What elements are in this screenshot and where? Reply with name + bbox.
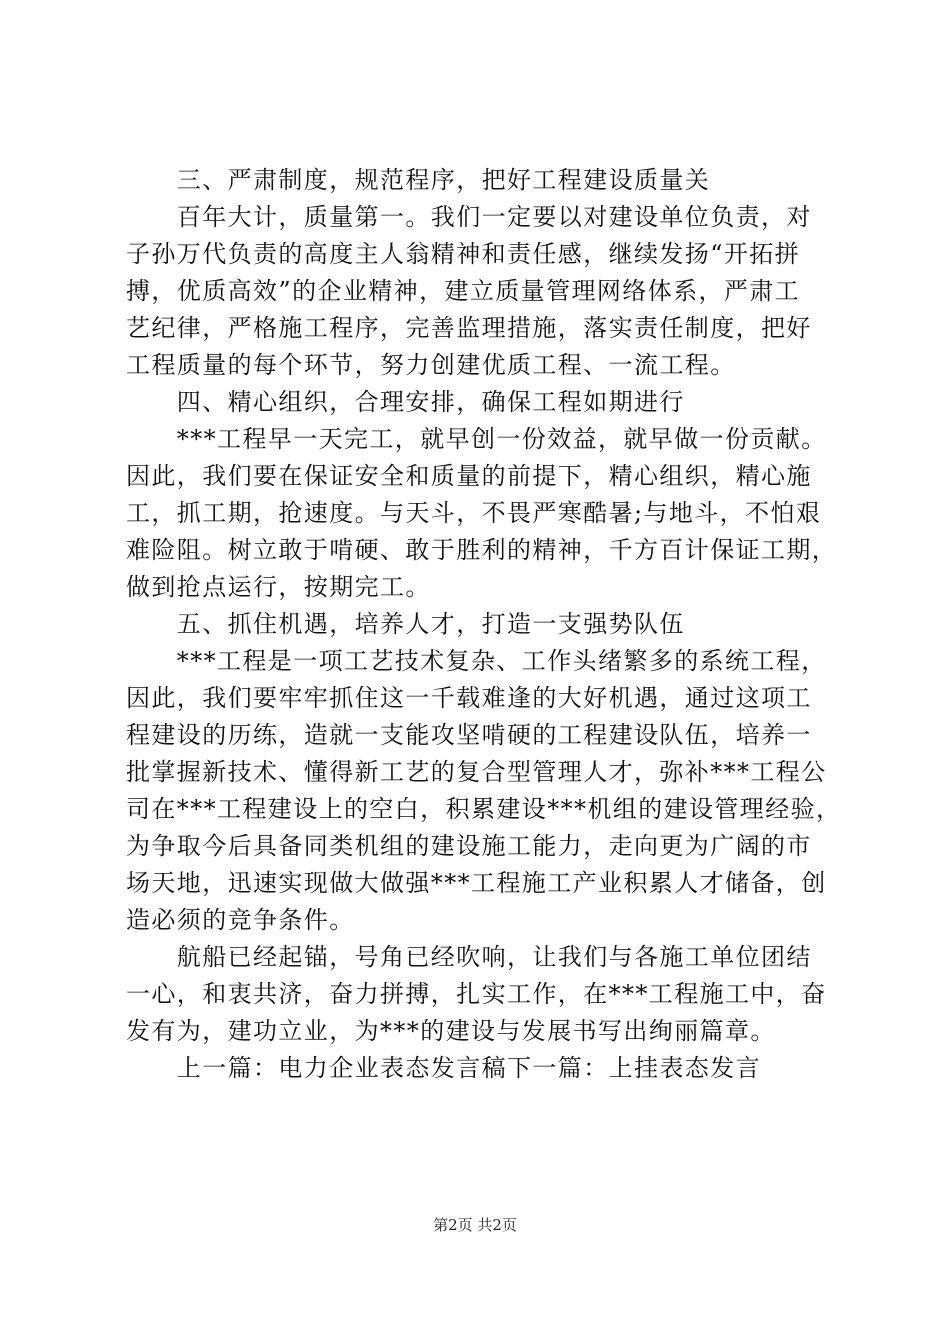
paragraph-line: 航船已经起锚，号角已经吹响，让我们与各施工单位团结 bbox=[126, 943, 812, 971]
paragraph-line: 批掌握新技术、懂得新工艺的复合型管理人才，弥补***工程公 bbox=[126, 758, 827, 786]
paragraph-line: 做到抢点运行，按期完工。 bbox=[126, 573, 431, 601]
document-body bbox=[126, 162, 842, 1087]
paragraph-line: 场天地，迅速实现做大做强***工程施工产业积累人才储备，创 bbox=[126, 869, 827, 897]
paragraph-line: ***工程是一项工艺技术复杂、工作头绪繁多的系统工程， bbox=[126, 647, 827, 675]
paragraph-line: 司在***工程建设上的空白，积累建设***机组的建设管理经验， bbox=[126, 795, 842, 823]
paragraph-line: 为争取今后具备同类机组的建设施工能力，走向更为广阔的市 bbox=[126, 832, 812, 860]
page-number: 第2页 共2页 bbox=[433, 1216, 517, 1234]
paragraph-line: ***工程早一天完工，就早创一份效益，就早做一份贡献。 bbox=[126, 425, 827, 453]
paragraph-line: 因此，我们要在保证安全和质量的前提下，精心组织，精心施 bbox=[126, 462, 812, 490]
paragraph-line: 造必须的竞争条件。 bbox=[126, 906, 355, 934]
paragraph-line: 难险阻。树立敢于啃硬、敢于胜利的精神，千方百计保证工期， bbox=[126, 536, 838, 564]
paragraph-line: 搏，优质高效”的企业精神，建立质量管理网络体系，严肃工 bbox=[126, 277, 801, 305]
paragraph-line: 子孙万代负责的高度主人翁精神和责任感，继续发扬“开拓拼 bbox=[126, 240, 801, 268]
paragraph-line: 百年大计，质量第一。我们一定要以对建设单位负责，对 bbox=[126, 203, 812, 231]
paragraph-line: 发有为，建功立业，为***的建设与发展书写出绚丽篇章。 bbox=[126, 1017, 776, 1045]
section-heading-3: 三、严肃制度，规范程序，把好工程建设质量关 bbox=[126, 166, 711, 194]
paragraph-line: 工程质量的每个环节，努力创建优质工程、一流工程。 bbox=[126, 351, 736, 379]
paragraph-line: 一心，和衷共济，奋力拼搏，扎实工作，在***工程施工中，奋 bbox=[126, 980, 827, 1008]
paragraph-line: 因此，我们要牢牢抓住这一千载难逢的大好机遇，通过这项工 bbox=[126, 684, 812, 712]
section-heading-5: 五、抓住机遇，培养人才，打造一支强势队伍 bbox=[126, 610, 685, 638]
prev-next-links[interactable]: 上一篇：电力企业表态发言稿下一篇：上挂表态发言 bbox=[126, 1054, 761, 1082]
paragraph-line: 工，抓工期，抢速度。与天斗，不畏严寒酷暑;与地斗，不怕艰 bbox=[126, 499, 822, 527]
paragraph-line: 程建设的历练，造就一支能攻坚啃硬的工程建设队伍，培养一 bbox=[126, 721, 812, 749]
paragraph-line: 艺纪律，严格施工程序，完善监理措施，落实责任制度，把好 bbox=[126, 314, 812, 342]
section-heading-4: 四、精心组织，合理安排，确保工程如期进行 bbox=[126, 388, 685, 416]
